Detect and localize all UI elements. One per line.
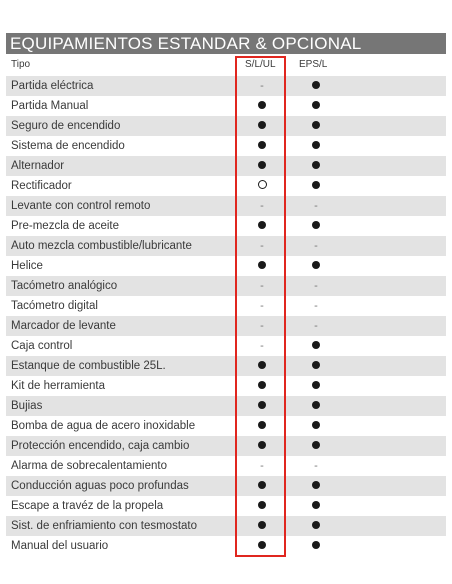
table-row — [6, 356, 446, 376]
filled-dot-icon — [258, 481, 266, 489]
row-label: Manual del usuario — [11, 540, 109, 552]
table-row — [6, 416, 446, 436]
filled-dot-icon — [312, 441, 320, 449]
cell-sl-ul — [242, 496, 282, 516]
filled-dot-icon — [312, 521, 320, 529]
cell-eps-l — [296, 276, 336, 296]
cell-sl-ul — [242, 136, 282, 156]
filled-dot-icon — [312, 541, 320, 549]
filled-dot-icon — [312, 401, 320, 409]
dash-mark: - — [260, 200, 264, 212]
table-row — [6, 256, 446, 276]
table-row — [6, 296, 446, 316]
filled-dot-icon — [258, 141, 266, 149]
cell-eps-l — [296, 216, 336, 236]
table-row — [6, 276, 446, 296]
table-row — [6, 536, 446, 556]
table-row — [6, 396, 446, 416]
cell-sl-ul — [242, 296, 282, 316]
table-row — [6, 96, 446, 116]
dash-mark: - — [260, 340, 264, 352]
cell-sl-ul — [242, 236, 282, 256]
cell-sl-ul — [242, 416, 282, 436]
cell-eps-l — [296, 236, 336, 256]
row-label: Kit de herramienta — [11, 380, 105, 392]
cell-eps-l — [296, 516, 336, 536]
cell-eps-l — [296, 156, 336, 176]
equipment-table — [6, 76, 446, 556]
filled-dot-icon — [312, 121, 320, 129]
table-row — [6, 216, 446, 236]
filled-dot-icon — [258, 121, 266, 129]
row-label: Protección encendido, caja cambio — [11, 440, 190, 452]
row-label: Marcador de levante — [11, 320, 116, 332]
cell-eps-l — [296, 116, 336, 136]
filled-dot-icon — [258, 441, 266, 449]
filled-dot-icon — [258, 521, 266, 529]
filled-dot-icon — [312, 181, 320, 189]
table-row — [6, 336, 446, 356]
header-eps-l: EPS/L — [299, 59, 328, 70]
cell-sl-ul — [242, 396, 282, 416]
cell-eps-l — [296, 136, 336, 156]
cell-sl-ul — [242, 156, 282, 176]
cell-sl-ul — [242, 216, 282, 236]
dash-mark: - — [260, 240, 264, 252]
cell-eps-l — [296, 396, 336, 416]
row-label: Seguro de encendido — [11, 120, 121, 132]
row-label: Escape a travéz de la propela — [11, 500, 164, 512]
cell-sl-ul — [242, 516, 282, 536]
cell-eps-l — [296, 436, 336, 456]
filled-dot-icon — [258, 381, 266, 389]
filled-dot-icon — [312, 221, 320, 229]
filled-dot-icon — [312, 361, 320, 369]
filled-dot-icon — [312, 341, 320, 349]
cell-sl-ul — [242, 256, 282, 276]
cell-eps-l — [296, 456, 336, 476]
dash-mark: - — [314, 200, 318, 212]
table-row — [6, 476, 446, 496]
cell-sl-ul — [242, 436, 282, 456]
dash-mark: - — [260, 300, 264, 312]
cell-eps-l — [296, 376, 336, 396]
cell-sl-ul — [242, 316, 282, 336]
cell-eps-l — [296, 196, 336, 216]
cell-sl-ul — [242, 196, 282, 216]
table-row — [6, 76, 446, 96]
row-label: Bomba de agua de acero inoxidable — [11, 420, 196, 432]
cell-eps-l — [296, 336, 336, 356]
cell-eps-l — [296, 256, 336, 276]
filled-dot-icon — [312, 261, 320, 269]
cell-sl-ul — [242, 76, 282, 96]
dash-mark: - — [260, 320, 264, 332]
table-title: EQUIPAMIENTOS ESTANDAR & OPCIONAL — [6, 33, 446, 54]
dash-mark: - — [260, 280, 264, 292]
table-row — [6, 196, 446, 216]
table-row — [6, 136, 446, 156]
filled-dot-icon — [312, 421, 320, 429]
row-label: Tacómetro digital — [11, 300, 98, 312]
cell-eps-l — [296, 176, 336, 196]
dash-mark: - — [314, 320, 318, 332]
cell-sl-ul — [242, 276, 282, 296]
filled-dot-icon — [258, 501, 266, 509]
cell-eps-l — [296, 416, 336, 436]
filled-dot-icon — [312, 81, 320, 89]
row-label: Sist. de enfriamiento con tesmostato — [11, 520, 198, 532]
filled-dot-icon — [312, 141, 320, 149]
row-label: Caja control — [11, 340, 73, 352]
table-row — [6, 516, 446, 536]
cell-eps-l — [296, 476, 336, 496]
table-row — [6, 436, 446, 456]
cell-sl-ul — [242, 336, 282, 356]
row-label: Partida eléctrica — [11, 80, 94, 92]
filled-dot-icon — [258, 261, 266, 269]
row-label: Tacómetro analógico — [11, 280, 118, 292]
cell-eps-l — [296, 96, 336, 116]
row-label: Alarma de sobrecalentamiento — [11, 460, 167, 472]
row-label: Levante con control remoto — [11, 200, 151, 212]
dash-mark: - — [314, 460, 318, 472]
cell-sl-ul — [242, 456, 282, 476]
filled-dot-icon — [258, 361, 266, 369]
filled-dot-icon — [312, 501, 320, 509]
row-label: Partida Manual — [11, 100, 89, 112]
row-label: Auto mezcla combustible/lubricante — [11, 240, 192, 252]
filled-dot-icon — [312, 101, 320, 109]
table-row — [6, 376, 446, 396]
row-label: Alternador — [11, 160, 65, 172]
cell-eps-l — [296, 316, 336, 336]
dash-mark: - — [260, 460, 264, 472]
cell-eps-l — [296, 496, 336, 516]
table-row — [6, 236, 446, 256]
open-circle-icon — [258, 180, 267, 189]
row-label: Pre-mezcla de aceite — [11, 220, 120, 232]
table-header — [6, 56, 446, 73]
cell-sl-ul — [242, 176, 282, 196]
filled-dot-icon — [258, 421, 266, 429]
header-tipo: Tipo — [11, 59, 31, 70]
dash-mark: - — [260, 80, 264, 92]
table-row — [6, 116, 446, 136]
filled-dot-icon — [258, 221, 266, 229]
filled-dot-icon — [258, 401, 266, 409]
filled-dot-icon — [312, 161, 320, 169]
cell-sl-ul — [242, 356, 282, 376]
row-label: Conducción aguas poco profundas — [11, 480, 189, 492]
cell-sl-ul — [242, 116, 282, 136]
cell-eps-l — [296, 536, 336, 556]
row-label: Rectificador — [11, 180, 72, 192]
row-label: Bujias — [11, 400, 43, 412]
cell-eps-l — [296, 296, 336, 316]
filled-dot-icon — [258, 101, 266, 109]
cell-eps-l — [296, 76, 336, 96]
dash-mark: - — [314, 300, 318, 312]
table-row — [6, 176, 446, 196]
table-row — [6, 316, 446, 336]
header-sl-ul: S/L/UL — [245, 59, 276, 70]
cell-sl-ul — [242, 376, 282, 396]
table-row — [6, 156, 446, 176]
row-label: Estanque de combustible 25L. — [11, 360, 166, 372]
cell-sl-ul — [242, 96, 282, 116]
filled-dot-icon — [258, 541, 266, 549]
row-label: Sistema de encendido — [11, 140, 125, 152]
dash-mark: - — [314, 280, 318, 292]
filled-dot-icon — [258, 161, 266, 169]
table-row — [6, 496, 446, 516]
dash-mark: - — [314, 240, 318, 252]
row-label: Helice — [11, 260, 43, 272]
filled-dot-icon — [312, 381, 320, 389]
table-row — [6, 456, 446, 476]
filled-dot-icon — [312, 481, 320, 489]
cell-eps-l — [296, 356, 336, 376]
cell-sl-ul — [242, 536, 282, 556]
cell-sl-ul — [242, 476, 282, 496]
